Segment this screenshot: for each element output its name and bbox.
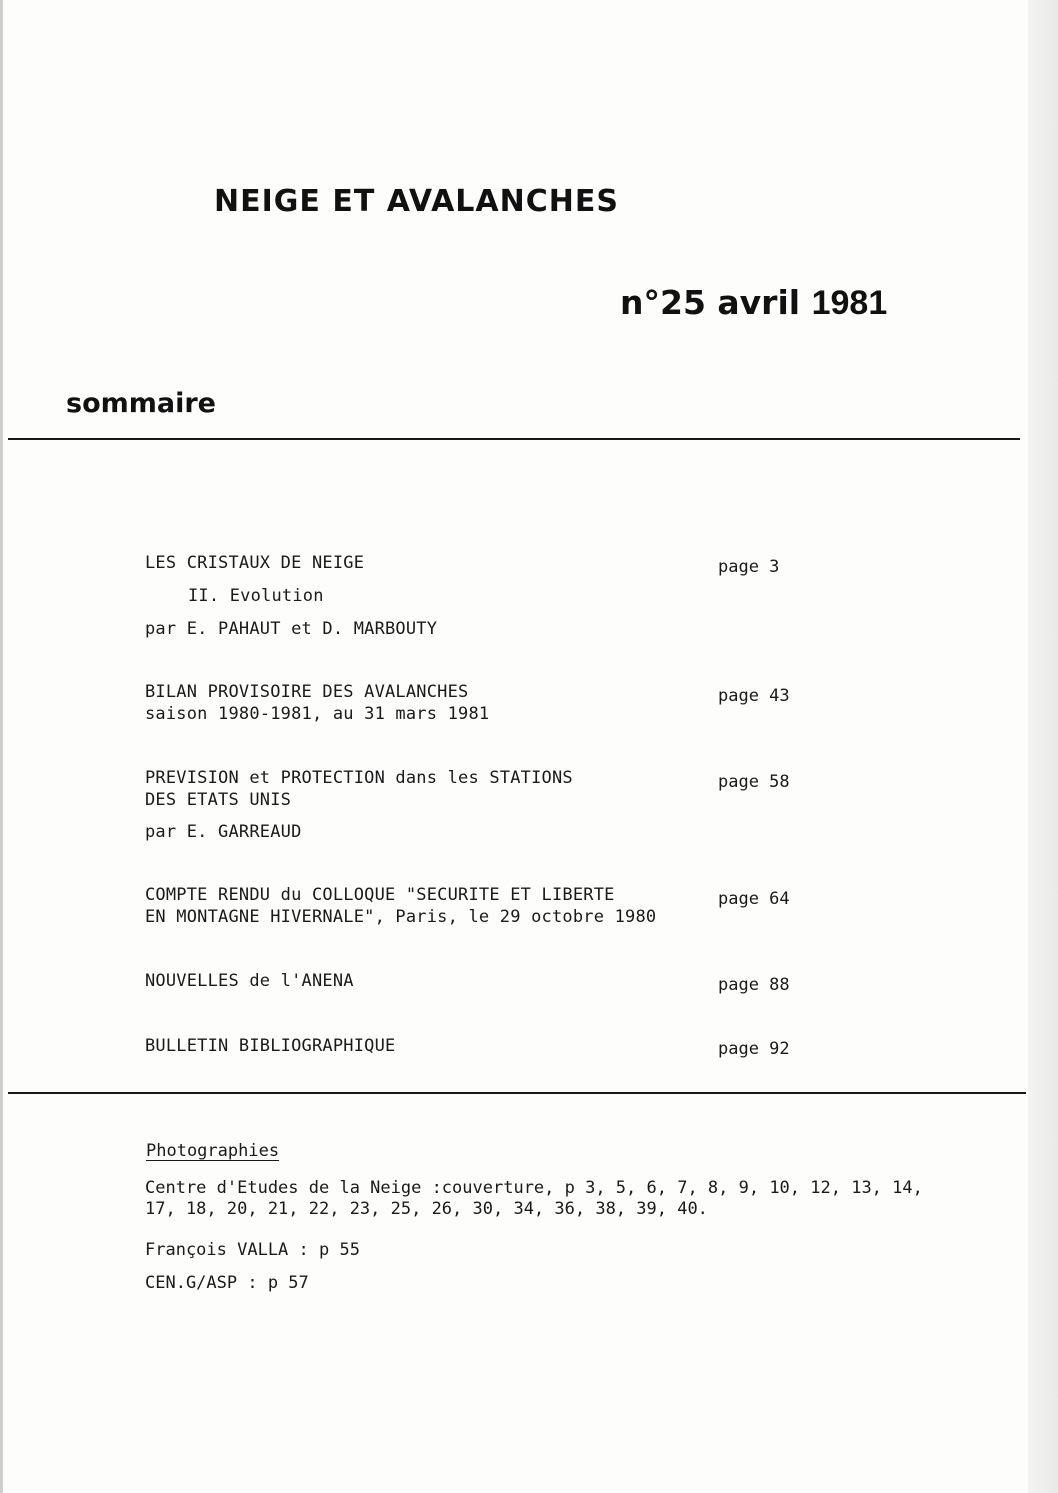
toc-entry-3-page: page 58: [718, 772, 790, 792]
scan-right-edge: [1028, 0, 1058, 1493]
toc-entry-2-page: page 43: [718, 686, 790, 706]
photo-credit-cen-cont: 17, 18, 20, 21, 22, 23, 25, 26, 30, 34, 36, 38, 39, 40.: [145, 1199, 708, 1219]
bottom-divider: [8, 1092, 1026, 1094]
top-divider: [8, 438, 1020, 440]
section-heading: sommaire: [66, 388, 216, 419]
toc-entry-1-page: page 3: [718, 557, 780, 577]
toc-entry-3-title-cont: DES ETATS UNIS: [145, 790, 292, 810]
toc-entry-6-title: BULLETIN BIBLIOGRAPHIQUE: [145, 1036, 396, 1056]
scan-left-edge: [0, 0, 3, 1493]
toc-entry-2-title: BILAN PROVISOIRE DES AVALANCHES: [145, 682, 469, 702]
toc-entry-6-page: page 92: [718, 1039, 790, 1059]
photographies-heading: Photographies: [146, 1141, 280, 1161]
photo-credit-cen-asp: CEN.G/ASP : p 57: [145, 1273, 309, 1293]
issue-number: n°25 avril: [620, 283, 801, 322]
toc-entry-2-subtitle: saison 1980-1981, au 31 mars 1981: [145, 704, 490, 724]
toc-entry-1-title: LES CRISTAUX DE NEIGE: [145, 553, 365, 573]
toc-entry-3-title: PREVISION et PROTECTION dans les STATIONS: [145, 768, 573, 788]
toc-entry-1-author: par E. PAHAUT et D. MARBOUTY: [145, 619, 438, 639]
issue-info: [620, 283, 887, 323]
photo-credit-valla: François VALLA : p 55: [145, 1240, 360, 1260]
toc-entry-4-title-cont: EN MONTAGNE HIVERNALE", Paris, le 29 octobre 1980: [145, 907, 657, 927]
toc-entry-1-subtitle: II. Evolution: [188, 586, 324, 606]
photo-credit-cen: Centre d'Etudes de la Neige :couverture, p 3, 5, 6, 7, 8, 9, 10, 12, 13, 14,: [145, 1178, 923, 1198]
toc-entry-4-page: page 64: [718, 889, 790, 909]
toc-entry-4-title: COMPTE RENDU du COLLOQUE "SECURITE ET LIBERTE: [145, 885, 615, 905]
toc-entry-5-title: NOUVELLES de l'ANENA: [145, 971, 354, 991]
toc-entry-3-author: par E. GARREAUD: [145, 822, 302, 842]
issue-year: 1981: [811, 284, 888, 322]
journal-title: NEIGE ET AVALANCHES: [214, 184, 619, 219]
toc-entry-5-page: page 88: [718, 975, 790, 995]
